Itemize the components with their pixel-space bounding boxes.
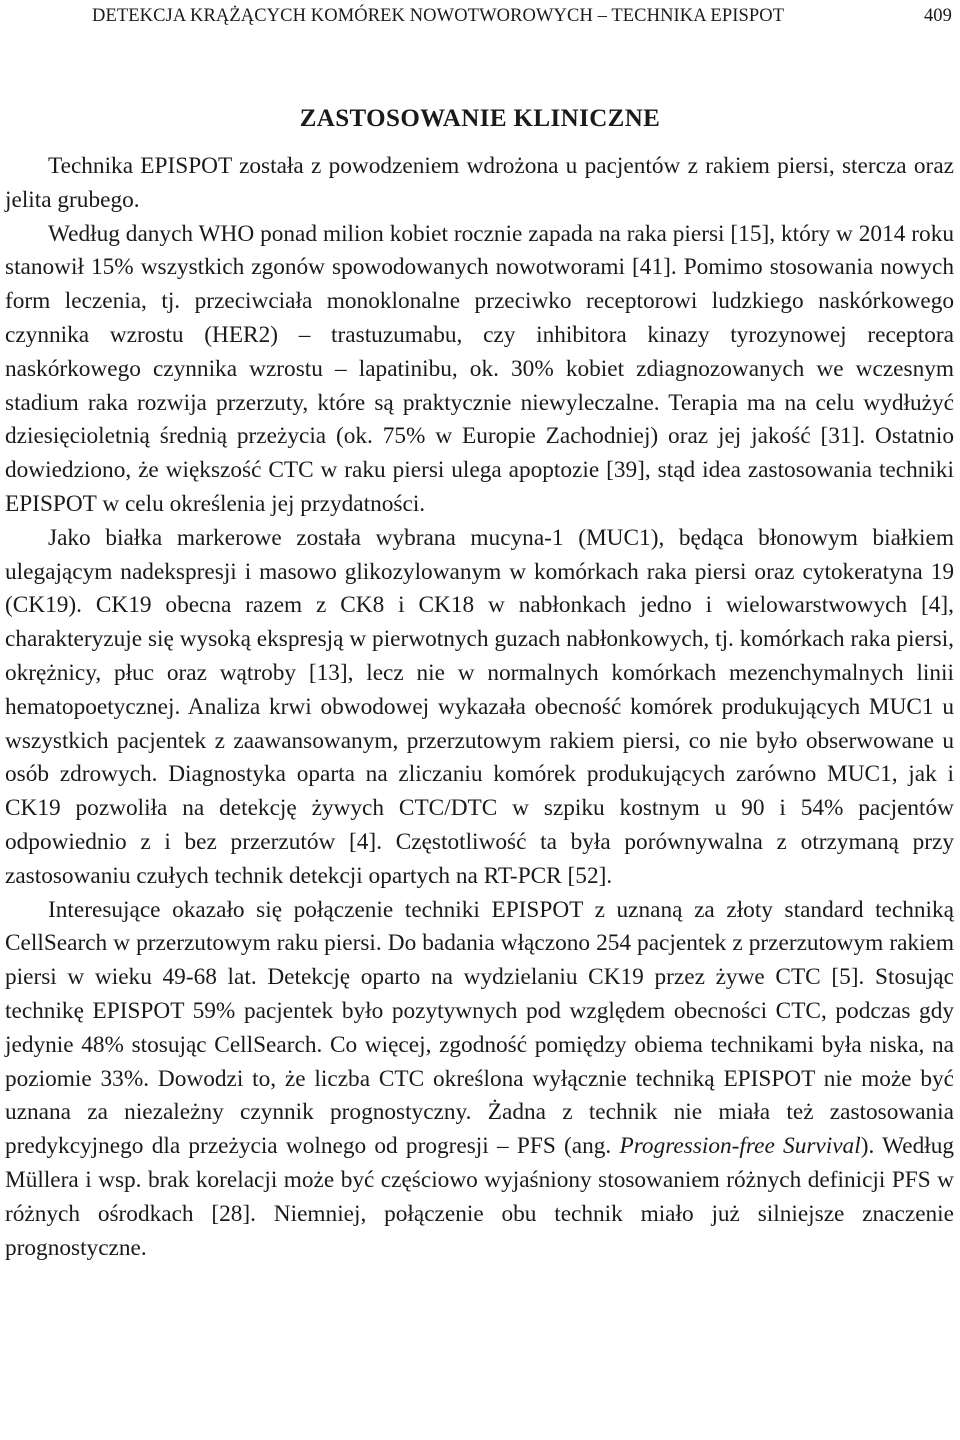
paragraph-2: Według danych WHO ponad milion kobiet rocznie zapada na raka piersi [15], który w 2014 roku stanowił 15% wszystkich zgonów spowodowanych nowotworami [41]. Pomimo stosowania nowych form leczenia, tj. przeciwciała monoklonalne przeciwko receptorowi ludzkiego naskórkowego czynnika wzrostu (HER2) – trastuzumabu, czy inhibitora kinazy tyrozynowej receptora naskórkowego czynnika wzrostu – lapatinibu, ok. 30% kobiet zdiagnozowanych we wczesnym stadium raka rozwija przerzuty, które są praktycznie niewyleczalne. Terapia ma na celu wydłużyć dziesięcioletnią średnią przeżycia (ok. 75% w Europie Zachodniej) oraz jej jakość [31]. Ostatnio dowiedziono, że większość CTC w raku piersi ulega apoptozie [39], stąd idea zastosowania techniki EPISPOT w celu określenia jej przydatności. xyxy=(5,220,954,517)
paragraph-4: Interesujące okazało się połączenie techniki EPISPOT z uznaną za złoty standard techniką CellSearch w przerzutowym raku piersi. Do badania włączono 254 pacjentek z przerzutowym rakiem piersi w wieku 49-68 lat. Detekcję oparto na wydzielaniu CK19 przez żywe CTC [5]. Stosując technikę EPISPOT 59% pacjentek było pozytywnych pod względem obecności CTC, podczas gdy jedynie 48% stosując CellSearch. Co więcej, zgodność pomiędzy obiema technikami była niska, na poziomie 33%. Dowodzi to, że liczba CTC określona wyłącznie techniką EPISPOT nie może być uznana za niezależny czynnik prognostyczny. Żadna z technik nie miała też zastosowania predykcyjnego dla przeżycia wolnego od progresji – PFS (ang. Progression-free Survival). Według Müllera i wsp. brak korelacji może być częściowo wyjaśniony stosowaniem różnych definicji PFS w różnych ośrodkach [28]. Niemniej, połączenie obu technik miało już silniejsze znaczenie prognostyczne. xyxy=(5,896,954,1261)
paragraph-3: Jako białka markerowe została wybrana mucyna-1 (MUC1), będąca błonowym białkiem ulegającym nadekspresji i masowo glikozylowanym w komórkach raka piersi oraz cytokeratyna 19 (CK19). CK19 obecna razem z CK8 i CK18 w nabłonkach jedno i wielowarstwowych [4], charakteryzuje się wysoką ekspresją w pierwotnych guzach nabłonkowych, tj. komórkach raka piersi, okrężnicy, płuc oraz wątroby [13], lecz nie w normalnych komórkach mezenchymalnych linii hematopoetycznej. Analiza krwi obwodowej wykazała obecność komórek produkujących MUC1 u wszystkich pacjentek z zaawansowanym, przerzutowym rakiem piersi, co nie było obserwowane u osób zdrowych. Diagnostyka oparta na zliczaniu komórek produkujących zarówno MUC1, jak i CK19 pozwoliła na detekcję żywych CTC/​DTC w szpiku kostnym u 90 i 54% pacjentów odpowiednio z i bez przerzutów [4]. Częstotliwość ta była porównywalna z otrzymaną przy zastosowaniu czułych technik detekcji opartych na RT-PCR [52]. xyxy=(5,524,954,889)
italic-term: Progression-free Survival xyxy=(619,1133,861,1160)
running-title: DETEKCJA KRĄŻĄCYCH KOMÓREK NOWOTWOROWYCH – TECHNIKA EPISPOT xyxy=(92,6,785,26)
paragraph-1: Technika EPISPOT została z powodzeniem wdrożona u pacjentów z rakiem piersi, stercza oraz jelita grubego. xyxy=(5,153,954,213)
body-text xyxy=(5,150,954,1265)
page-number: 409 xyxy=(923,6,952,26)
running-header xyxy=(92,6,952,30)
section-title: ZASTOSOWANIE KLINICZNE xyxy=(299,104,661,132)
